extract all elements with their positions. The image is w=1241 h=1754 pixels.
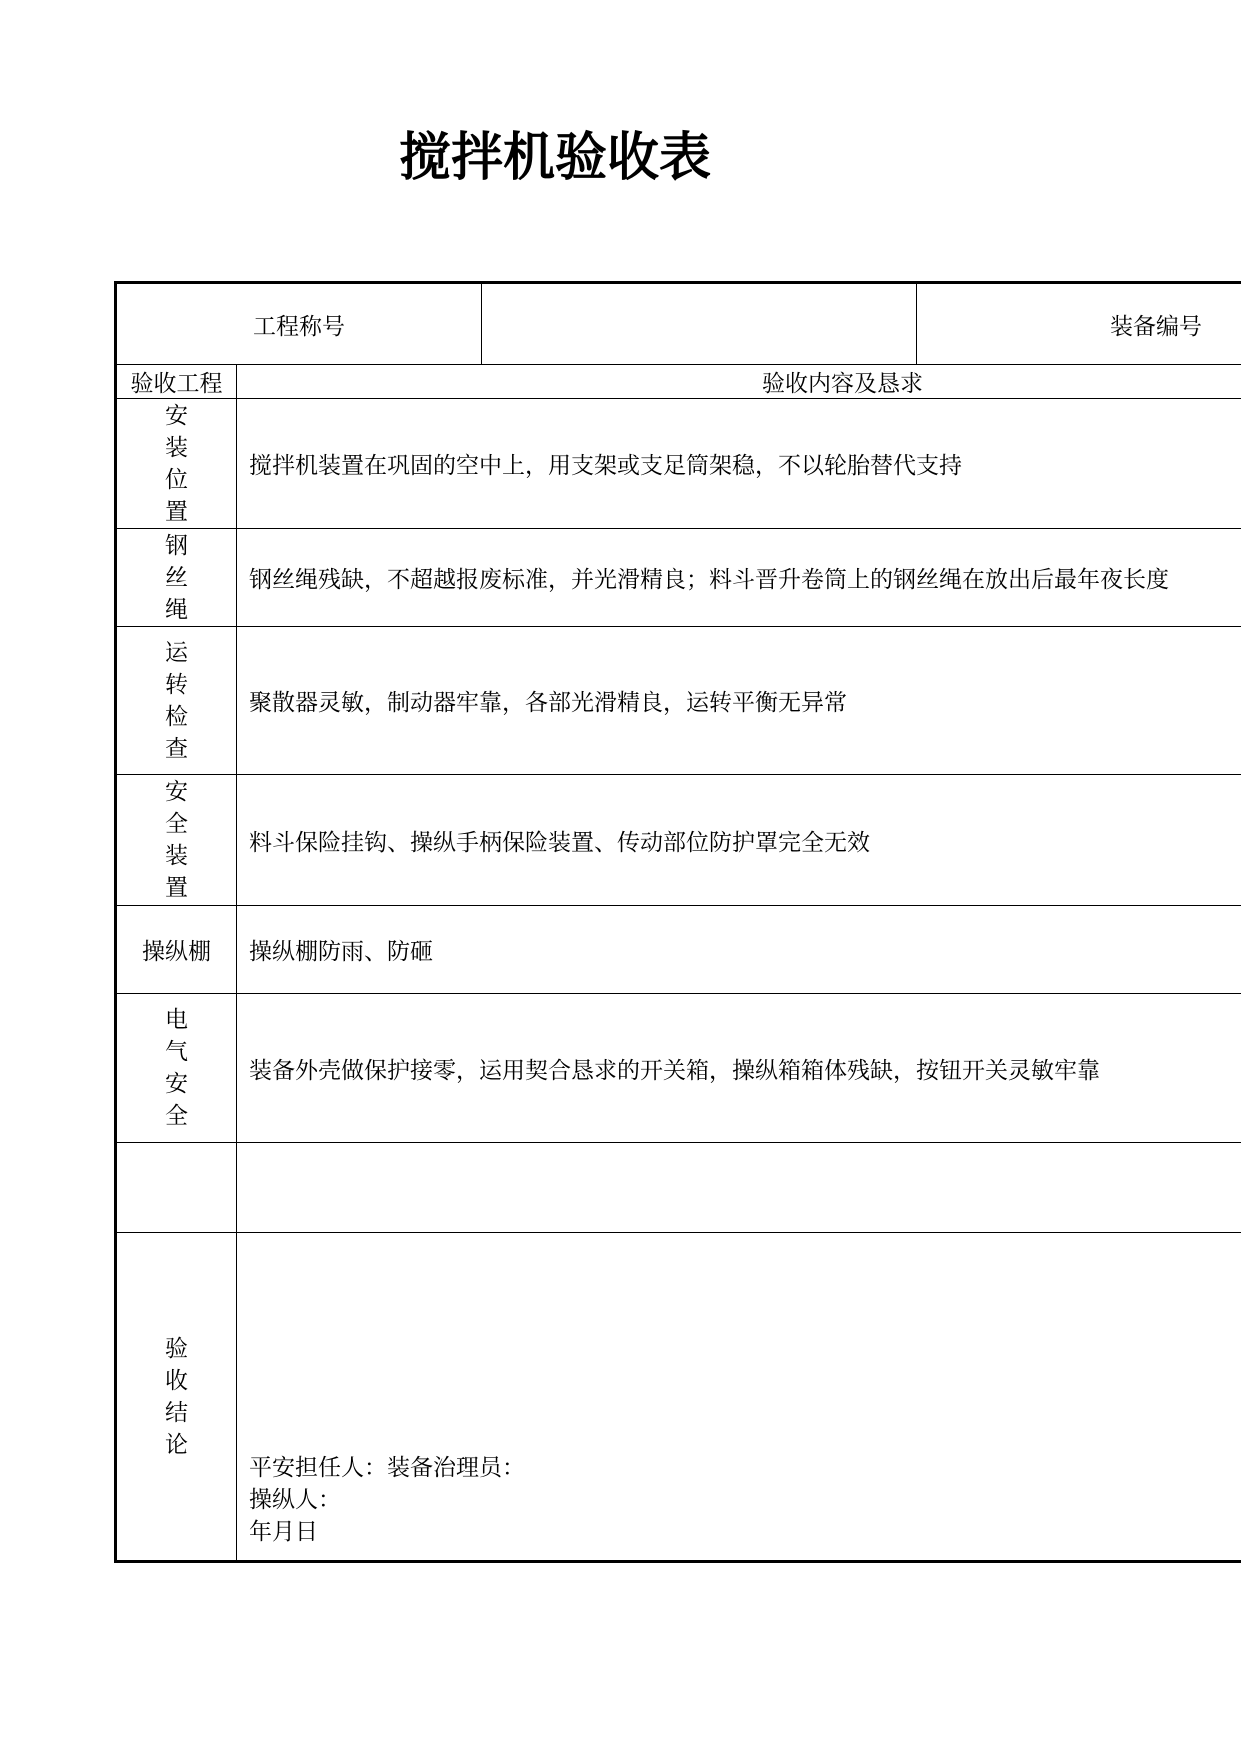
column-header-content-label: 验收内容及恳求 <box>762 371 923 397</box>
table-row <box>116 906 1241 994</box>
conclusion-label: 验收结论 <box>165 1335 188 1458</box>
conclusion-label-cell <box>116 1233 237 1562</box>
project-value-cell[interactable] <box>482 283 917 365</box>
equipment-label: 装备编号 <box>1110 313 1202 340</box>
row-content: 操纵棚防雨、防砸 <box>249 939 433 965</box>
row-content-cell <box>237 627 1241 775</box>
conclusion-content-cell[interactable] <box>237 1233 1241 1562</box>
signature-line-safety-equipment: 平安担任人：装备治理员： <box>249 1455 525 1481</box>
table-row <box>116 529 1241 627</box>
row-content: 料斗保险挂钩、操纵手柄保险装置、传动部位防护罩完全无效 <box>249 829 870 856</box>
project-label-cell <box>116 283 482 365</box>
row-content: 装备外壳做保护接零，运用契合恳求的开关箱，操纵箱箱体残缺，按钮开关灵敏牢靠 <box>249 1057 1100 1084</box>
title-wrap <box>0 128 1110 188</box>
equipment-label-cell <box>917 283 1241 365</box>
page-title: 搅拌机验收表 <box>398 128 711 188</box>
row-item-cell <box>116 906 237 994</box>
row-content-cell[interactable] <box>237 1143 1241 1233</box>
column-header-item <box>116 365 237 399</box>
row-item-label: 运转检查 <box>165 639 188 762</box>
header-row <box>116 283 1241 365</box>
row-content-cell <box>237 906 1241 994</box>
column-header-content <box>237 365 1241 399</box>
row-content: 聚散器灵敏，制动器牢靠，各部光滑精良，运转平衡无异常 <box>249 690 847 716</box>
row-content-cell <box>237 529 1241 627</box>
row-item-label: 安装位置 <box>165 402 188 525</box>
column-header-row <box>116 365 1241 399</box>
row-item-label: 操纵棚 <box>142 939 211 965</box>
row-content: 搅拌机装置在巩固的空中上，用支架或支足筒架稳，不以轮胎替代支持 <box>249 453 962 479</box>
row-content: 钢丝绳残缺，不超越报废标准，并光滑精良；料斗晋升卷筒上的钢丝绳在放出后最年夜长度 <box>249 567 1169 593</box>
row-item-label: 电气安全 <box>165 1007 188 1129</box>
column-header-item-label: 验收工程 <box>130 371 223 397</box>
table-row <box>116 399 1241 529</box>
table-row <box>116 775 1241 906</box>
row-item-cell <box>116 529 237 627</box>
row-item-cell <box>116 399 237 529</box>
row-content-cell <box>237 775 1241 906</box>
row-content-cell <box>237 994 1241 1143</box>
row-item-label: 钢丝绳 <box>165 532 188 623</box>
acceptance-form-table <box>114 281 1241 1563</box>
row-item-cell <box>116 994 237 1143</box>
signature-line-operator: 操纵人： <box>249 1487 341 1513</box>
row-item-cell <box>116 1143 237 1233</box>
row-item-cell <box>116 627 237 775</box>
project-label: 工程称号 <box>253 313 345 340</box>
row-content-cell <box>237 399 1241 529</box>
table-row <box>116 994 1241 1143</box>
row-item-label: 安全装置 <box>165 779 188 901</box>
table-row <box>116 627 1241 775</box>
row-item-cell <box>116 775 237 906</box>
conclusion-row <box>116 1233 1241 1562</box>
date-line: 年月日 <box>249 1519 318 1545</box>
table-row-empty <box>116 1143 1241 1233</box>
